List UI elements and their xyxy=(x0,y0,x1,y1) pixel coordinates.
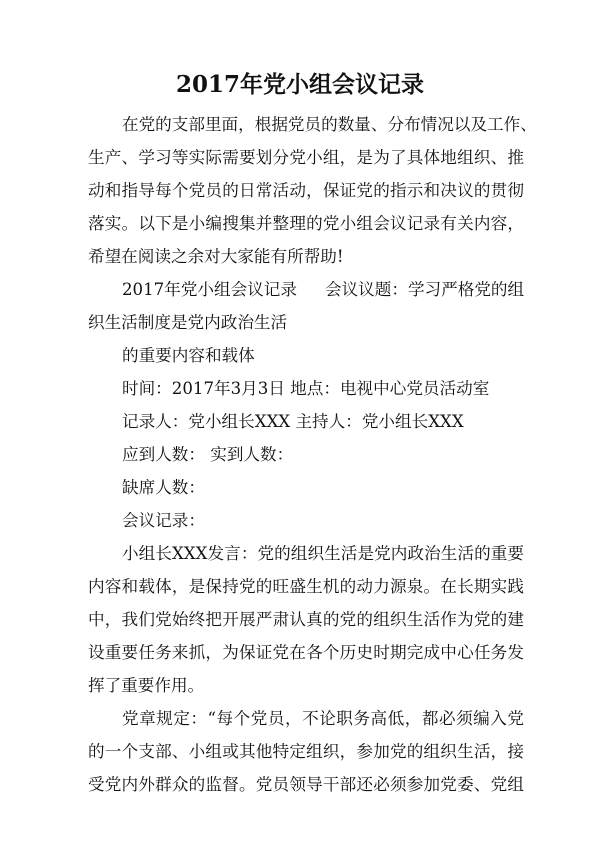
agenda-end: 的重要内容和载体 xyxy=(122,346,255,365)
absent-count: 缺席人数： xyxy=(122,478,205,497)
record-heading-title: 2017年党小组会议记录 xyxy=(122,280,297,299)
agenda-label: 会议议题：学习严格党的组 xyxy=(324,280,525,299)
speech-line-5: 挥了重要作用。 xyxy=(88,676,205,695)
agenda-continued: 织生活制度是党内政治生活 xyxy=(88,313,288,332)
intro-line-2: 生产、学习等实际需要划分党小组，是为了具体地组织、推 xyxy=(88,148,524,167)
speech-line-2: 内容和载体，是保持党的旺盛生机的动力源泉。在长期实践 xyxy=(88,577,524,596)
attendance: 应到人数： 实到人数： xyxy=(122,445,294,464)
speech-line-3: 中，我们党始终把开展严肃认真的党的组织生活作为党的建 xyxy=(88,610,524,629)
record-heading xyxy=(122,278,524,302)
speech-line-1: 小组长XXX发言：党的组织生活是党内政治生活的重要 xyxy=(122,544,524,563)
page-title: 2017年党小组会议记录 xyxy=(175,71,424,98)
speech-line-4: 设重要任务来抓，为保证党在各个历史时期完成中心任务发 xyxy=(88,643,524,662)
intro-line-4: 落实。以下是小编搜集并整理的党小组会议记录有关内容， xyxy=(88,214,524,233)
charter-line-3: 受党内外群众的监督。党员领导干部还必须参加党委、党组 xyxy=(88,775,524,794)
intro-line-1: 在党的支部里面，根据党员的数量、分布情况以及工作、 xyxy=(122,115,537,134)
time-place: 时间：2017年3月3日 地点：电视中心党员活动室 xyxy=(122,379,490,398)
recorder-host: 记录人：党小组长XXX 主持人：党小组长XXX xyxy=(122,412,464,431)
intro-line-5: 希望在阅读之余对大家能有所帮助! xyxy=(88,247,344,266)
minutes-label: 会议记录： xyxy=(122,511,205,530)
charter-line-2: 的一个支部、小组或其他特定组织，参加党的组织生活，接 xyxy=(88,742,524,761)
intro-line-3: 动和指导每个党员的日常活动，保证党的指示和决议的贯彻 xyxy=(88,181,524,200)
charter-line-1: 党章规定：“每个党员，不论职务高低，都必须编入党 xyxy=(122,709,524,728)
